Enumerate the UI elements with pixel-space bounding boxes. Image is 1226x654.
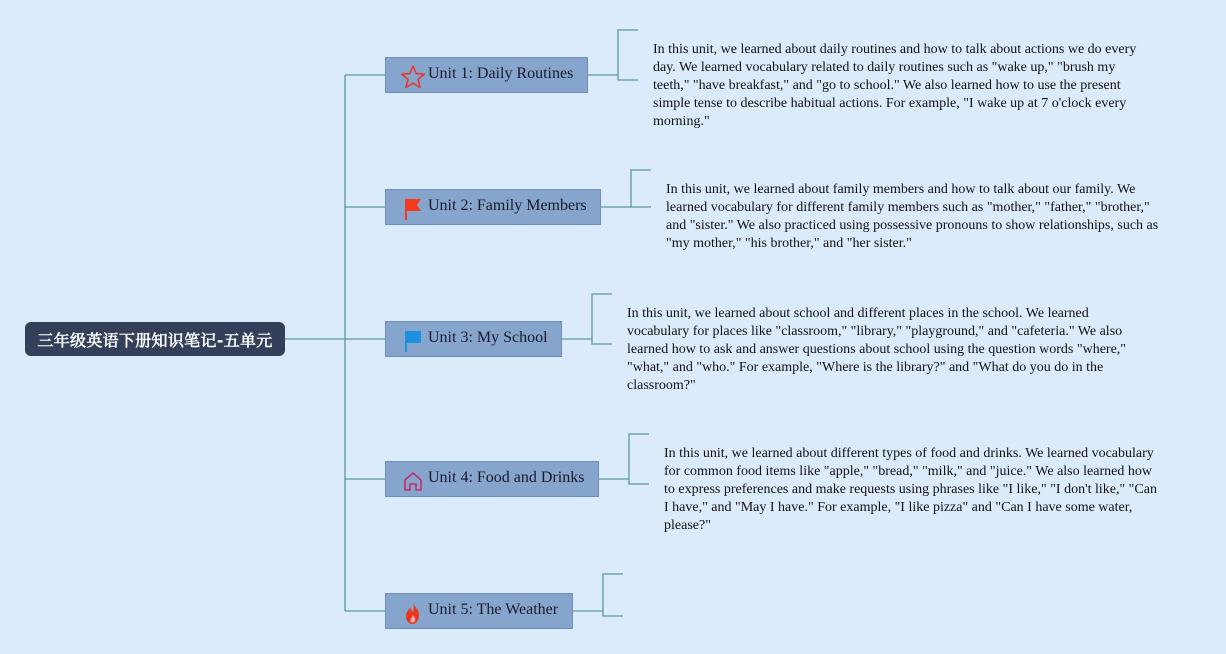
- unit-2-note: In this unit, we learned about family members and how to talk about our family. We learned vocabulary for different family members such as "mother," "father," "brother," and "sister." We also practiced using possessive pronouns to show relationships, such as "my mother," "his brother," and "her sister.": [666, 182, 1159, 251]
- unit-1-label: Unit 1: Daily Routines: [428, 65, 574, 82]
- unit-4-node[interactable]: [385, 461, 599, 497]
- unit-1-note: In this unit, we learned about daily routines and how to talk about actions we do every day. We learned vocabulary related to daily routines such as "wake up," "brush my teeth," "have breakfast," and "go to school." We also learned how to use the present simple tense to describe habitual actions. For example, "I wake up at 7 o'clock every morning.": [653, 42, 1137, 129]
- unit-5-node[interactable]: [385, 593, 573, 629]
- home-icon: [400, 468, 426, 494]
- unit-4-label: Unit 4: Food and Drinks: [428, 469, 585, 486]
- star-icon: [400, 64, 426, 90]
- unit-3-note: In this unit, we learned about school and different places in the school. We learned vocabulary for places like "classroom," "library," "playground," and "cafeteria." We also learned how to ask and answer questions about school using the question words "where," "what," and "who." For example, "Where is the library?" and "What do you do in the classroom?": [627, 306, 1126, 393]
- flag-icon: [400, 328, 426, 354]
- fire-icon: [400, 600, 426, 626]
- unit-4-note: In this unit, we learned about different types of food and drinks. We learned vocabulary for common food items like "apple," "bread," "milk," and "juice." We also learned how to express preferences and make requests using phrases like "I like," "I don't like," "Can I have," and "May I have." For example, "I like pizza" and "Can I have some water, please?": [664, 446, 1157, 533]
- flag-icon: [400, 196, 426, 222]
- unit-1-node[interactable]: [385, 57, 588, 93]
- root-topic[interactable]: [25, 322, 285, 356]
- unit-3-label: Unit 3: My School: [428, 329, 548, 346]
- unit-3-node[interactable]: [385, 321, 562, 357]
- unit-2-node[interactable]: [385, 189, 601, 225]
- root-title: 三年级英语下册知识笔记-五单元: [37, 330, 273, 350]
- unit-5-label: Unit 5: The Weather: [428, 601, 559, 618]
- unit-2-label: Unit 2: Family Members: [428, 197, 587, 214]
